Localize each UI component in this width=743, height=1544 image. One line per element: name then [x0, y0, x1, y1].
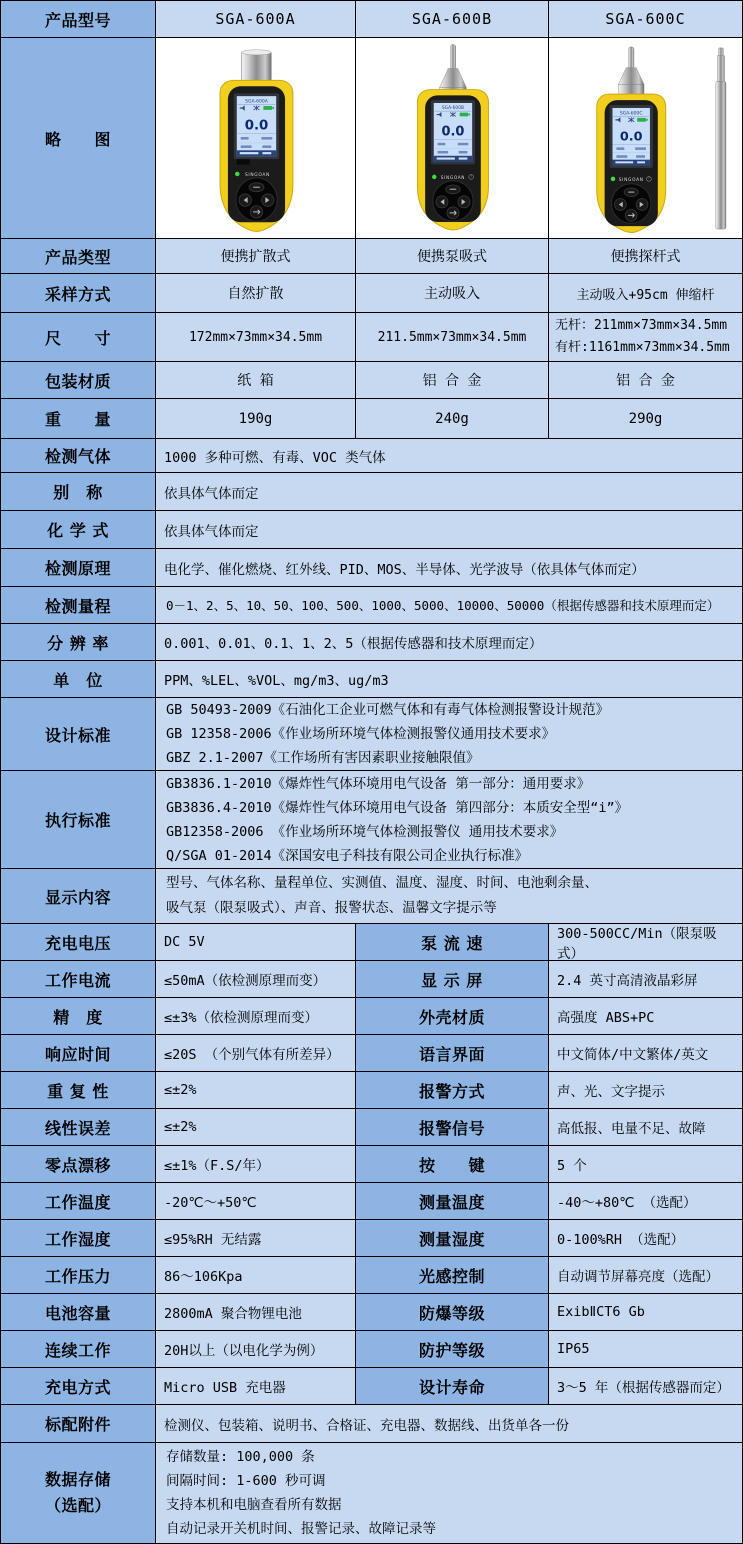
row-label-line: 数据存储 [44, 1470, 111, 1489]
value-cell: 0－1、2、5、10、50、100、500、1000、5000、10000、50000（根据传感器和技术原理而定） [156, 587, 742, 623]
value-cell: 2.4 英寸高清液晶彩屏 [549, 961, 742, 997]
value-cell [549, 313, 742, 361]
table-row-data-storage [1, 1443, 742, 1543]
row-label: 检测量程 [1, 587, 156, 623]
value-cell: 290g [549, 399, 742, 438]
row-label: 按 键 [356, 1146, 549, 1182]
value-cell: ExibⅡCT6 Gb [549, 1294, 742, 1330]
device-with-probe [597, 46, 666, 232]
row-label: 外壳材质 [356, 998, 549, 1034]
value-cell: 300-500CC/Min（限泵吸式） [549, 924, 742, 960]
table-row-accessories [1, 1405, 742, 1443]
row-label: 报警方式 [356, 1072, 549, 1108]
table-row-spec-pair [1, 1035, 742, 1072]
screen-value-text: 0.0 [441, 124, 465, 140]
table-row-sketch [1, 38, 742, 239]
row-label: 采样方式 [1, 274, 156, 312]
table-row-sampling [1, 274, 742, 313]
row-label: 连续工作 [1, 1331, 156, 1367]
table-row-display-content [1, 869, 742, 924]
row-label: 工作压力 [1, 1257, 156, 1293]
value-cell: 0.001、0.01、0.1、1、2、5（根据传感器和技术原理而定） [156, 624, 742, 660]
row-label: 产品类型 [1, 239, 156, 273]
table-row-formula [1, 511, 742, 549]
value-cell: 2800mA 聚合物锂电池 [156, 1294, 356, 1330]
value-cell: 240g [356, 399, 549, 438]
value-cell: 5 个 [549, 1146, 742, 1182]
value-cell: DC 5V [156, 924, 356, 960]
row-label: 防爆等级 [356, 1294, 549, 1330]
value-cell: 铝 合 金 [356, 362, 549, 398]
row-label [1, 1443, 156, 1543]
table-row-spec-pair [1, 1109, 742, 1146]
row-label: 显示内容 [1, 869, 156, 923]
value-cell [156, 698, 742, 770]
brand-text: SINGOAN [618, 177, 644, 183]
model-name-c: SGA-600C [549, 1, 742, 37]
standard-line: GB12358-2006 《作业场所环境气体检测报警仪 通用技术要求》 [166, 823, 564, 840]
product-image-sga-600a [157, 40, 354, 237]
value-cell [156, 869, 742, 923]
product-image-sga-600c [549, 40, 742, 237]
product-image-cell-b [356, 38, 549, 238]
lcd-screen [610, 105, 653, 168]
table-row-spec-pair [1, 1294, 742, 1331]
value-cell: 便携泵吸式 [356, 239, 549, 273]
row-label: 报警信号 [356, 1109, 549, 1145]
row-label: 泵 流 速 [356, 924, 549, 960]
brand-text: SINGOAN [244, 172, 270, 178]
model-name-a: SGA-600A [156, 1, 356, 37]
table-row-spec-pair [1, 1183, 742, 1220]
table-row-weight [1, 399, 742, 439]
row-label: 工作温度 [1, 1183, 156, 1219]
row-label: 单 位 [1, 661, 156, 697]
value-cell: ≤±3%（依检测原理而变） [156, 998, 356, 1034]
value-cell: 190g [156, 399, 356, 438]
value-cell: 主动吸入+95cm 伸缩杆 [549, 274, 742, 312]
table-row-principle [1, 549, 742, 587]
screen-model-text: SGA-600B [441, 105, 465, 111]
value-cell: 声、光、文字提示 [549, 1072, 742, 1108]
value-cell: 20H以上（以电化学为例） [156, 1331, 356, 1367]
row-label: 充电方式 [1, 1368, 156, 1404]
screen-model-text: SGA-600A [245, 99, 268, 105]
lcd-screen [431, 100, 475, 164]
table-row-spec-pair [1, 1072, 742, 1109]
dimension-line: 无杆：211mm×73mm×34.5mm [555, 318, 728, 333]
table-row-spec-pair [1, 1331, 742, 1368]
row-label: 执行标准 [1, 771, 156, 868]
row-label: 重 复 性 [1, 1072, 156, 1108]
row-label-sketch: 略 图 [1, 38, 156, 238]
row-label: 电池容量 [1, 1294, 156, 1330]
value-cell: 自动调节屏幕亮度（选配） [549, 1257, 742, 1293]
screen-value-text: 0.0 [619, 128, 643, 144]
value-cell: ≤20S （个别气体有所差异） [156, 1035, 356, 1071]
product-image-sga-600b [357, 40, 547, 237]
value-cell: 自然扩散 [156, 274, 356, 312]
table-row-product-type [1, 239, 742, 274]
table-row-packaging [1, 362, 742, 399]
row-label: 别 称 [1, 473, 156, 510]
value-cell: 211.5mm×73mm×34.5mm [356, 313, 549, 361]
value-cell: 电化学、催化燃烧、红外线、PID、MOS、半导体、光学波导（依具体气体而定） [156, 549, 742, 586]
screen-value-text: 0.0 [244, 118, 269, 134]
table-row-exec-standards [1, 771, 742, 869]
standard-line: GB3836.1-2010《爆炸性气体环境用电气设备 第一部分：通用要求》 [166, 775, 591, 792]
row-label: 检测原理 [1, 549, 156, 586]
value-cell: PPM、%LEL、%VOL、mg/m3、ug/m3 [156, 661, 742, 697]
value-cell: ≤±2% [156, 1109, 356, 1145]
table-row-range [1, 587, 742, 624]
row-label: 设计寿命 [356, 1368, 549, 1404]
table-row-dimensions [1, 313, 742, 362]
value-cell [156, 1443, 742, 1543]
row-label: 重 量 [1, 399, 156, 438]
pump-probe [618, 46, 644, 93]
row-label: 显 示 屏 [356, 961, 549, 997]
value-cell: Micro USB 充电器 [156, 1368, 356, 1404]
value-cell [156, 771, 742, 868]
value-cell: IP65 [549, 1331, 742, 1367]
row-label: 测量温度 [356, 1183, 549, 1219]
value-cell: 纸 箱 [156, 362, 356, 398]
row-label: 测量湿度 [356, 1220, 549, 1256]
row-label: 检测气体 [1, 439, 156, 472]
table-row-units [1, 661, 742, 698]
table-row-spec-pair [1, 924, 742, 961]
row-label: 包装材质 [1, 362, 156, 398]
value-cell: -20℃～+50℃ [156, 1183, 356, 1219]
model-name-b: SGA-600B [356, 1, 549, 37]
table-row-spec-pair [1, 1146, 742, 1183]
standard-line: GB 50493-2009《石油化工企业可燃气体和有毒气体检测报警设计规范》 [166, 702, 610, 718]
standard-line: GB 12358-2006《作业场所环境气体检测报警仪通用技术要求》 [166, 726, 556, 742]
row-label: 工作电流 [1, 961, 156, 997]
row-label: 设计标准 [1, 698, 156, 770]
standard-line: GBZ 2.1-2007《工作场所有害因素职业接触限值》 [166, 750, 480, 766]
screen-notch [237, 159, 250, 164]
row-label: 防护等级 [356, 1331, 549, 1367]
row-label: 工作湿度 [1, 1220, 156, 1256]
value-cell: 86～106Kpa [156, 1257, 356, 1293]
status-led [611, 176, 616, 181]
brand-text: SINGOAN [440, 174, 466, 180]
button-cluster [612, 183, 651, 222]
value-cell: 高低报、电量不足、故障 [549, 1109, 742, 1145]
value-cell: ≤±1%（F.S/年） [156, 1146, 356, 1182]
row-label: 线性误差 [1, 1109, 156, 1145]
standard-line: Q/SGA 01-2014《深国安电子科技有限公司企业执行标准》 [166, 847, 529, 864]
table-row-alias [1, 473, 742, 511]
value-cell: 高强度 ABS+PC [549, 998, 742, 1034]
row-label: 充电电压 [1, 924, 156, 960]
standard-line: GB3836.4-2010《爆炸性气体环境用电气设备 第四部分：本质安全型“i”》 [166, 799, 629, 816]
table-row-spec-pair [1, 961, 742, 998]
value-cell: 依具体气体而定 [156, 511, 742, 548]
status-led [235, 171, 240, 176]
value-cell: 3～5 年（根据传感器而定） [549, 1368, 742, 1404]
value-cell: ≤95%RH 无结露 [156, 1220, 356, 1256]
button-cluster [236, 177, 277, 220]
value-cell: 主动吸入 [356, 274, 549, 312]
table-row-spec-pair [1, 1368, 742, 1405]
telescopic-rod [716, 47, 726, 228]
display-line: 吸气泵（限泵吸式）、声音、报警状态、温馨文字提示等 [166, 900, 497, 916]
value-cell: 172mm×73mm×34.5mm [156, 313, 356, 361]
row-label-line: （选配） [44, 1496, 111, 1515]
table-row-design-standards [1, 698, 742, 771]
row-label: 尺 寸 [1, 313, 156, 361]
product-image-cell-c [549, 38, 742, 238]
button-cluster [433, 180, 473, 220]
row-label-model: 产品型号 [1, 1, 156, 37]
value-cell: 铝 合 金 [549, 362, 742, 398]
value-cell: 便携扩散式 [156, 239, 356, 273]
screen-model-text: SGA-600C [619, 110, 643, 116]
row-label: 精 度 [1, 998, 156, 1034]
dimension-line: 有杆:1161mm×73mm×34.5mm [555, 340, 730, 355]
storage-line: 间隔时间: 1-600 秒可调 [166, 1473, 326, 1489]
value-cell: -40～+80℃ （选配） [549, 1183, 742, 1219]
lcd-screen [234, 93, 279, 159]
value-cell: 中文简体/中文繁体/英文 [549, 1035, 742, 1071]
storage-line: 存储数量: 100,000 条 [166, 1449, 315, 1465]
table-row-resolution [1, 624, 742, 661]
row-label: 语言界面 [356, 1035, 549, 1071]
table-row-spec-pair [1, 1220, 742, 1257]
value-cell: 检测仪、包装箱、说明书、合格证、充电器、数据线、出货单各一份 [156, 1405, 742, 1442]
table-row-header [1, 1, 742, 38]
value-cell: 便携探杆式 [549, 239, 742, 273]
value-cell: 0-100%RH （选配） [549, 1220, 742, 1256]
display-line: 型号、气体名称、量程单位、实测值、温度、湿度、时间、电池剩余量、 [166, 875, 598, 891]
row-label: 化 学 式 [1, 511, 156, 548]
row-label: 光感控制 [356, 1257, 549, 1293]
row-label: 标配附件 [1, 1405, 156, 1442]
row-label: 零点漂移 [1, 1146, 156, 1182]
value-cell: ≤50mA（依检测原理而变） [156, 961, 356, 997]
table-row-spec-pair [1, 998, 742, 1035]
product-image-cell-a [156, 38, 356, 238]
sensor-cap [242, 49, 272, 81]
value-cell: ≤±2% [156, 1072, 356, 1108]
table-row-gases [1, 439, 742, 473]
storage-line: 自动记录开关机时间、报警记录、故障记录等 [166, 1521, 436, 1537]
status-led [432, 174, 436, 178]
row-label: 响应时间 [1, 1035, 156, 1071]
value-cell: 1000 多种可燃、有毒、VOC 类气体 [156, 439, 742, 472]
table-row-spec-pair [1, 1257, 742, 1294]
row-label: 分 辨 率 [1, 624, 156, 660]
storage-line: 支持本机和电脑查看所有数据 [166, 1497, 342, 1513]
value-cell: 依具体气体而定 [156, 473, 742, 510]
